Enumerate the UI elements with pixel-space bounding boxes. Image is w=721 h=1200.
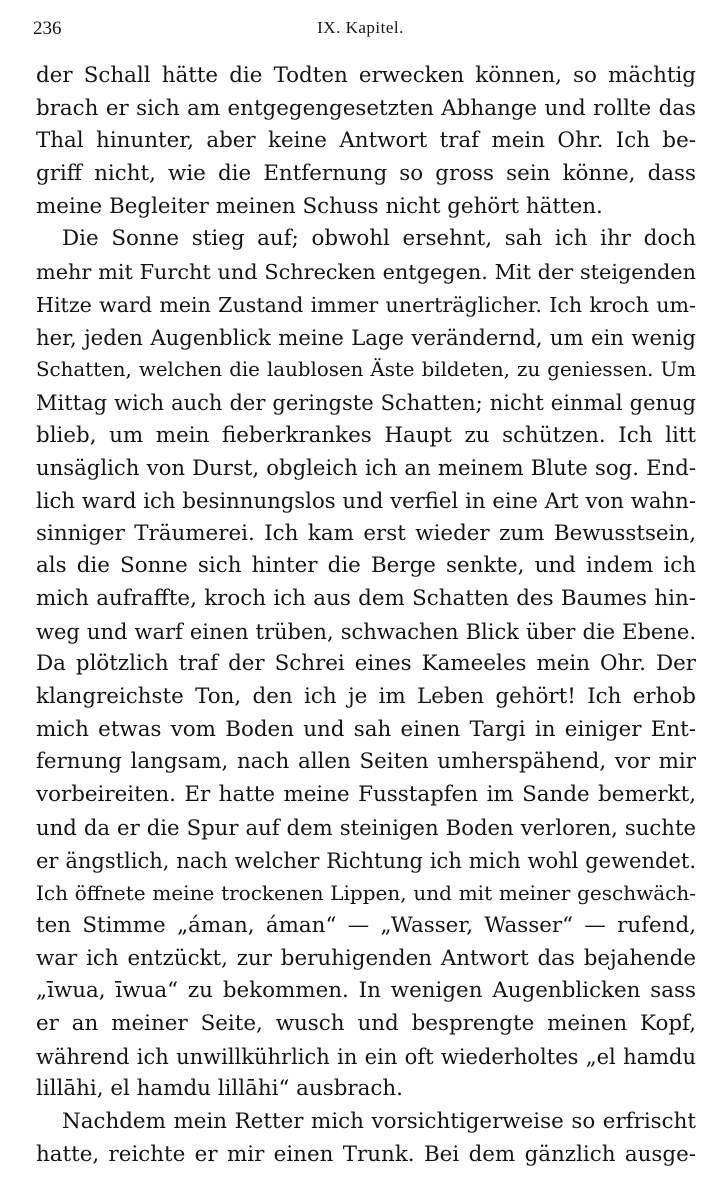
text-line: hatte, reichte er mir einen Trunk. Bei dem gänzlich ausge- bbox=[36, 1141, 696, 1167]
text-line: klangreichste Ton, den ich je im Leben gehört! Ich erhob bbox=[36, 684, 696, 710]
text-line: Die Sonne stieg auf; obwohl ersehnt, sah ich ihr doch bbox=[62, 226, 696, 252]
text-line: Ich öffnete meine trockenen Lippen, und mit meiner geschwäch- bbox=[36, 881, 696, 906]
text-line: Da plötzlich traf der Schrei eines Kameeles mein Ohr. Der bbox=[36, 651, 696, 677]
text-line: er an meiner Seite, wusch und besprengte meinen Kopf, bbox=[36, 1010, 696, 1036]
text-line: fernung langsam, nach allen Seiten umherspähend, vor mir bbox=[36, 749, 696, 775]
body-text bbox=[36, 60, 696, 1171]
text-line: „īwua, īwua“ zu bekommen. In wenigen Augenblicken sass bbox=[36, 978, 696, 1004]
paragraph bbox=[36, 60, 696, 223]
text-line: Mittag wich auch der geringste Schatten; nicht einmal genug bbox=[36, 390, 696, 415]
text-line: meine Begleiter meinen Schuss nicht gehört hätten. bbox=[36, 193, 603, 219]
text-line: brach er sich am entgegengesetzten Abhange und rollte das bbox=[36, 95, 696, 121]
text-line: sinniger Träumerei. Ich kam erst wieder zum Bewusstsein, bbox=[36, 520, 696, 546]
text-line: lillāhi, el hamdu lillāhi“ ausbrach. bbox=[36, 1076, 403, 1102]
text-line: blieb, um mein fieberkrankes Haupt zu schützen. Ich litt bbox=[36, 422, 696, 448]
text-line: griff nicht, wie die Entfernung so gross sein könne, dass bbox=[36, 161, 696, 187]
page-number: 236 bbox=[33, 18, 62, 39]
text-line: Hitze ward mein Zustand immer unerträglicher. Ich kroch um- bbox=[36, 292, 696, 317]
chapter-title: IX. Kapitel. bbox=[317, 18, 404, 37]
text-line: als die Sonne sich hinter die Berge senkte, und indem ich bbox=[36, 553, 696, 579]
text-line: mich etwas vom Boden und sah einen Targi in einiger Ent- bbox=[36, 716, 696, 742]
text-line: ten Stimme „áman, áman“ — „Wasser, Wasser“ — rufend, bbox=[36, 912, 696, 938]
running-header bbox=[0, 18, 721, 48]
text-line: Thal hinunter, aber keine Antwort traf mein Ohr. Ich be- bbox=[36, 128, 696, 154]
text-line: mich aufraffte, kroch ich aus dem Schatten des Baumes hin- bbox=[36, 586, 696, 611]
text-line: vorbeireiten. Er hatte meine Fusstapfen im Sande bemerkt, bbox=[36, 782, 696, 808]
text-line: lich ward ich besinnungslos und verfiel in eine Art von wahn- bbox=[36, 487, 696, 513]
text-line: her, jeden Augenblick meine Lage verändernd, um ein wenig bbox=[36, 324, 696, 350]
paragraph bbox=[36, 223, 696, 1106]
text-line: war ich entzückt, zur beruhigenden Antwort das bejahende bbox=[36, 945, 696, 971]
text-line: und da er die Spur auf dem steinigen Boden verloren, suchte bbox=[36, 814, 696, 840]
text-line: weg und warf einen trüben, schwachen Blick über die Ebene. bbox=[36, 619, 696, 644]
text-line: Nachdem mein Retter mich vorsichtigerweise so erfrischt bbox=[62, 1109, 696, 1134]
text-line: während ich unwillkührlich in ein oft wiederholtes „el hamdu bbox=[36, 1044, 696, 1069]
text-line: Schatten, welchen die laublosen Äste bildeten, zu geniessen. Um bbox=[36, 358, 696, 382]
text-line: der Schall hätte die Todten erwecken können, so mächtig bbox=[36, 63, 696, 88]
text-line: mehr mit Furcht und Schrecken entgegen. Mit der steigenden bbox=[36, 260, 696, 285]
paragraph bbox=[36, 1106, 696, 1171]
text-line: er ängstlich, nach welcher Richtung ich mich wohl gewendet. bbox=[36, 848, 696, 873]
text-line: unsäglich von Durst, obgleich ich an meinem Blute sog. End- bbox=[36, 455, 696, 481]
